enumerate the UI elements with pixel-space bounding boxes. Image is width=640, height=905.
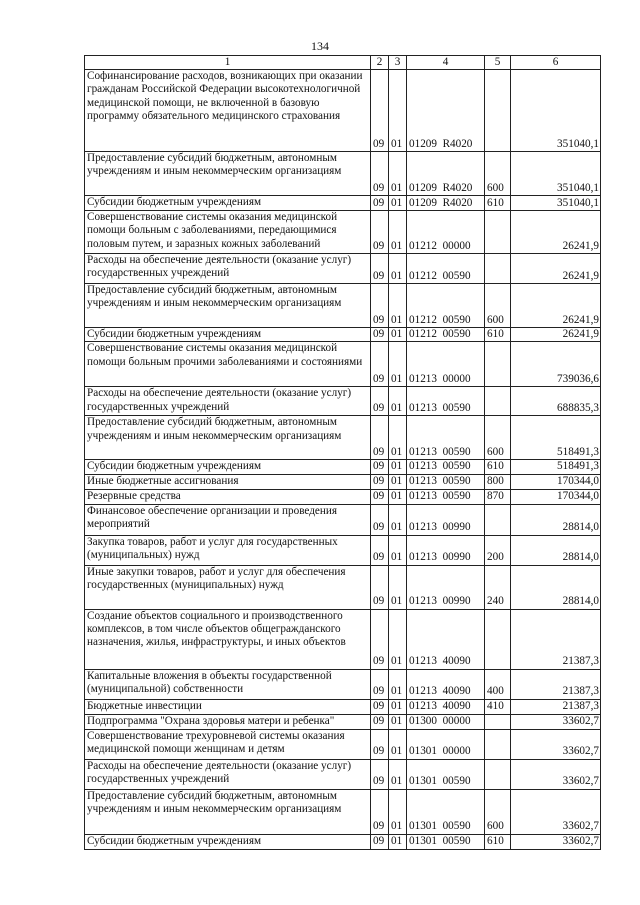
row-section-cell: 09 xyxy=(371,834,389,849)
row-expense-type-cell: 600 xyxy=(485,416,511,460)
row-expense-type-cell xyxy=(485,387,511,416)
row-target-article-cell: 01301 00590 xyxy=(407,759,485,789)
row-section-cell: 09 xyxy=(371,328,389,342)
row-section-cell: 09 xyxy=(371,714,389,729)
row-expense-type-cell: 200 xyxy=(485,535,511,565)
row-amount-cell: 170344,0 xyxy=(511,474,601,489)
table-row xyxy=(85,609,601,669)
row-name-cell: Совершенствование трехуровневой системы оказания медицинской помощи женщинам и детям xyxy=(85,729,371,759)
row-name-cell: Предоставление субсидий бюджетным, автономным учреждениям и иным некоммерческим организациям xyxy=(85,152,371,196)
row-name-cell: Субсидии бюджетным учреждениям xyxy=(85,834,371,849)
row-subsection-cell: 01 xyxy=(389,565,407,609)
row-amount-cell: 33602,7 xyxy=(511,789,601,834)
row-amount-cell: 21387,3 xyxy=(511,609,601,669)
row-subsection-cell: 01 xyxy=(389,196,407,211)
row-expense-type-cell: 870 xyxy=(485,489,511,504)
table-row xyxy=(85,211,601,254)
column-header: 4 xyxy=(407,56,485,70)
row-name-cell: Совершенствование системы оказания медицинской помощи больным с заболеваниями, передающимися половым путем, и заразных кожных заболеваний xyxy=(85,211,371,254)
row-amount-cell: 21387,3 xyxy=(511,669,601,699)
table-row xyxy=(85,474,601,489)
row-section-cell: 09 xyxy=(371,759,389,789)
row-target-article-cell: 01213 00990 xyxy=(407,565,485,609)
row-amount-cell: 351040,1 xyxy=(511,196,601,211)
row-section-cell: 09 xyxy=(371,416,389,460)
row-name-cell: Предоставление субсидий бюджетным, автономным учреждениям и иным некоммерческим организациям xyxy=(85,789,371,834)
row-target-article-cell: 01301 00000 xyxy=(407,729,485,759)
row-name-cell: Резервные средства xyxy=(85,489,371,504)
row-expense-type-cell xyxy=(485,714,511,729)
row-section-cell: 09 xyxy=(371,729,389,759)
row-subsection-cell: 01 xyxy=(389,70,407,152)
table-row xyxy=(85,699,601,714)
row-name-cell: Капитальные вложения в объекты государственной (муниципальной) собственности xyxy=(85,669,371,699)
row-subsection-cell: 01 xyxy=(389,535,407,565)
row-amount-cell: 26241,9 xyxy=(511,284,601,328)
row-name-cell: Подпрограмма "Охрана здоровья матери и ребенка" xyxy=(85,714,371,729)
table-row xyxy=(85,504,601,535)
row-target-article-cell: 01209 R4020 xyxy=(407,70,485,152)
row-amount-cell: 21387,3 xyxy=(511,699,601,714)
header-row xyxy=(85,56,601,70)
row-target-article-cell: 01213 00990 xyxy=(407,535,485,565)
row-amount-cell: 518491,3 xyxy=(511,460,601,474)
row-expense-type-cell: 610 xyxy=(485,460,511,474)
table-row xyxy=(85,729,601,759)
row-name-cell: Иные закупки товаров, работ и услуг для обеспечения государственных (муниципальных) нужд xyxy=(85,565,371,609)
row-target-article-cell: 01212 00590 xyxy=(407,254,485,284)
row-subsection-cell: 01 xyxy=(389,254,407,284)
table-row xyxy=(85,669,601,699)
row-expense-type-cell xyxy=(485,609,511,669)
row-section-cell: 09 xyxy=(371,152,389,196)
row-target-article-cell: 01212 00590 xyxy=(407,328,485,342)
row-target-article-cell: 01213 40090 xyxy=(407,699,485,714)
row-amount-cell: 351040,1 xyxy=(511,70,601,152)
table-row xyxy=(85,70,601,152)
row-subsection-cell: 01 xyxy=(389,504,407,535)
row-section-cell: 09 xyxy=(371,789,389,834)
row-subsection-cell: 01 xyxy=(389,609,407,669)
row-name-cell: Предоставление субсидий бюджетным, автономным учреждениям и иным некоммерческим организациям xyxy=(85,284,371,328)
row-name-cell: Совершенствование системы оказания медицинской помощи больным прочими заболеваниями и состояниями xyxy=(85,342,371,387)
row-target-article-cell: 01209 R4020 xyxy=(407,196,485,211)
table-row xyxy=(85,152,601,196)
row-name-cell: Субсидии бюджетным учреждениям xyxy=(85,460,371,474)
row-target-article-cell: 01213 00990 xyxy=(407,504,485,535)
row-name-cell: Расходы на обеспечение деятельности (оказание услуг) государственных учреждений xyxy=(85,759,371,789)
row-section-cell: 09 xyxy=(371,699,389,714)
row-subsection-cell: 01 xyxy=(389,834,407,849)
row-expense-type-cell: 400 xyxy=(485,669,511,699)
table-row xyxy=(85,535,601,565)
table-row xyxy=(85,196,601,211)
row-amount-cell: 739036,6 xyxy=(511,342,601,387)
page-number: 134 xyxy=(311,39,329,53)
row-amount-cell: 28814,0 xyxy=(511,504,601,535)
row-target-article-cell: 01213 00000 xyxy=(407,342,485,387)
row-expense-type-cell: 240 xyxy=(485,565,511,609)
row-subsection-cell: 01 xyxy=(389,789,407,834)
row-amount-cell: 26241,9 xyxy=(511,328,601,342)
row-expense-type-cell: 800 xyxy=(485,474,511,489)
row-expense-type-cell xyxy=(485,211,511,254)
column-header: 3 xyxy=(389,56,407,70)
row-expense-type-cell xyxy=(485,504,511,535)
row-target-article-cell: 01213 00590 xyxy=(407,460,485,474)
row-amount-cell: 688835,3 xyxy=(511,387,601,416)
row-section-cell: 09 xyxy=(371,474,389,489)
row-target-article-cell: 01300 00000 xyxy=(407,714,485,729)
row-name-cell: Создание объектов социального и производственного комплексов, в том числе объектов общегражданского назначения, жилья, инфраструктуры, и иных объектов xyxy=(85,609,371,669)
row-target-article-cell: 01212 00000 xyxy=(407,211,485,254)
row-target-article-cell: 01213 00590 xyxy=(407,489,485,504)
row-amount-cell: 170344,0 xyxy=(511,489,601,504)
row-subsection-cell: 01 xyxy=(389,152,407,196)
row-subsection-cell: 01 xyxy=(389,489,407,504)
row-amount-cell: 28814,0 xyxy=(511,565,601,609)
row-amount-cell: 351040,1 xyxy=(511,152,601,196)
row-section-cell: 09 xyxy=(371,609,389,669)
row-amount-cell: 33602,7 xyxy=(511,729,601,759)
column-header: 2 xyxy=(371,56,389,70)
row-expense-type-cell: 610 xyxy=(485,196,511,211)
table-row xyxy=(85,416,601,460)
row-name-cell: Предоставление субсидий бюджетным, автономным учреждениям и иным некоммерческим организациям xyxy=(85,416,371,460)
row-target-article-cell: 01213 00590 xyxy=(407,387,485,416)
row-subsection-cell: 01 xyxy=(389,284,407,328)
row-section-cell: 09 xyxy=(371,387,389,416)
table-row xyxy=(85,284,601,328)
row-subsection-cell: 01 xyxy=(389,759,407,789)
row-amount-cell: 26241,9 xyxy=(511,211,601,254)
table-row xyxy=(85,834,601,849)
row-target-article-cell: 01213 40090 xyxy=(407,669,485,699)
row-amount-cell: 33602,7 xyxy=(511,714,601,729)
row-section-cell: 09 xyxy=(371,669,389,699)
row-subsection-cell: 01 xyxy=(389,699,407,714)
row-target-article-cell: 01301 00590 xyxy=(407,789,485,834)
row-section-cell: 09 xyxy=(371,489,389,504)
row-expense-type-cell: 600 xyxy=(485,789,511,834)
row-section-cell: 09 xyxy=(371,342,389,387)
row-subsection-cell: 01 xyxy=(389,714,407,729)
row-expense-type-cell xyxy=(485,70,511,152)
row-name-cell: Финансовое обеспечение организации и проведения мероприятий xyxy=(85,504,371,535)
row-subsection-cell: 01 xyxy=(389,460,407,474)
row-section-cell: 09 xyxy=(371,565,389,609)
table-row xyxy=(85,759,601,789)
table-row xyxy=(85,342,601,387)
table-row xyxy=(85,565,601,609)
table-row xyxy=(85,489,601,504)
row-subsection-cell: 01 xyxy=(389,729,407,759)
row-amount-cell: 26241,9 xyxy=(511,254,601,284)
budget-table xyxy=(84,55,601,850)
table-row xyxy=(85,714,601,729)
row-expense-type-cell xyxy=(485,759,511,789)
row-target-article-cell: 01301 00590 xyxy=(407,834,485,849)
row-name-cell: Иные бюджетные ассигнования xyxy=(85,474,371,489)
row-name-cell: Субсидии бюджетным учреждениям xyxy=(85,328,371,342)
row-subsection-cell: 01 xyxy=(389,416,407,460)
row-section-cell: 09 xyxy=(371,460,389,474)
row-amount-cell: 28814,0 xyxy=(511,535,601,565)
row-subsection-cell: 01 xyxy=(389,387,407,416)
row-expense-type-cell: 600 xyxy=(485,284,511,328)
row-section-cell: 09 xyxy=(371,70,389,152)
row-expense-type-cell xyxy=(485,342,511,387)
column-header: 6 xyxy=(511,56,601,70)
row-subsection-cell: 01 xyxy=(389,328,407,342)
row-expense-type-cell xyxy=(485,254,511,284)
row-section-cell: 09 xyxy=(371,535,389,565)
row-subsection-cell: 01 xyxy=(389,474,407,489)
row-name-cell: Софинансирование расходов, возникающих при оказании гражданам Российской Федерации высокотехнологичной медицинской помощи, не включенной в базовую программу обязательного медицинского страхования xyxy=(85,70,371,152)
row-name-cell: Расходы на обеспечение деятельности (оказание услуг) государственных учреждений xyxy=(85,387,371,416)
row-section-cell: 09 xyxy=(371,504,389,535)
row-target-article-cell: 01213 40090 xyxy=(407,609,485,669)
table-row xyxy=(85,789,601,834)
row-section-cell: 09 xyxy=(371,284,389,328)
row-expense-type-cell xyxy=(485,729,511,759)
row-expense-type-cell: 610 xyxy=(485,328,511,342)
row-subsection-cell: 01 xyxy=(389,211,407,254)
column-header: 1 xyxy=(85,56,371,70)
table-body xyxy=(85,70,601,849)
row-expense-type-cell: 410 xyxy=(485,699,511,714)
row-target-article-cell: 01213 00590 xyxy=(407,474,485,489)
row-section-cell: 09 xyxy=(371,254,389,284)
row-expense-type-cell: 610 xyxy=(485,834,511,849)
row-name-cell: Субсидии бюджетным учреждениям xyxy=(85,196,371,211)
row-expense-type-cell: 600 xyxy=(485,152,511,196)
row-target-article-cell: 01209 R4020 xyxy=(407,152,485,196)
table-row xyxy=(85,328,601,342)
row-target-article-cell: 01212 00590 xyxy=(407,284,485,328)
table-row xyxy=(85,254,601,284)
table-row xyxy=(85,387,601,416)
row-subsection-cell: 01 xyxy=(389,342,407,387)
row-section-cell: 09 xyxy=(371,196,389,211)
row-subsection-cell: 01 xyxy=(389,669,407,699)
row-name-cell: Бюджетные инвестиции xyxy=(85,699,371,714)
row-name-cell: Расходы на обеспечение деятельности (оказание услуг) государственных учреждений xyxy=(85,254,371,284)
row-amount-cell: 33602,7 xyxy=(511,834,601,849)
row-section-cell: 09 xyxy=(371,211,389,254)
row-amount-cell: 518491,3 xyxy=(511,416,601,460)
row-target-article-cell: 01213 00590 xyxy=(407,416,485,460)
row-amount-cell: 33602,7 xyxy=(511,759,601,789)
column-header: 5 xyxy=(485,56,511,70)
table-row xyxy=(85,460,601,474)
row-name-cell: Закупка товаров, работ и услуг для государственных (муниципальных) нужд xyxy=(85,535,371,565)
